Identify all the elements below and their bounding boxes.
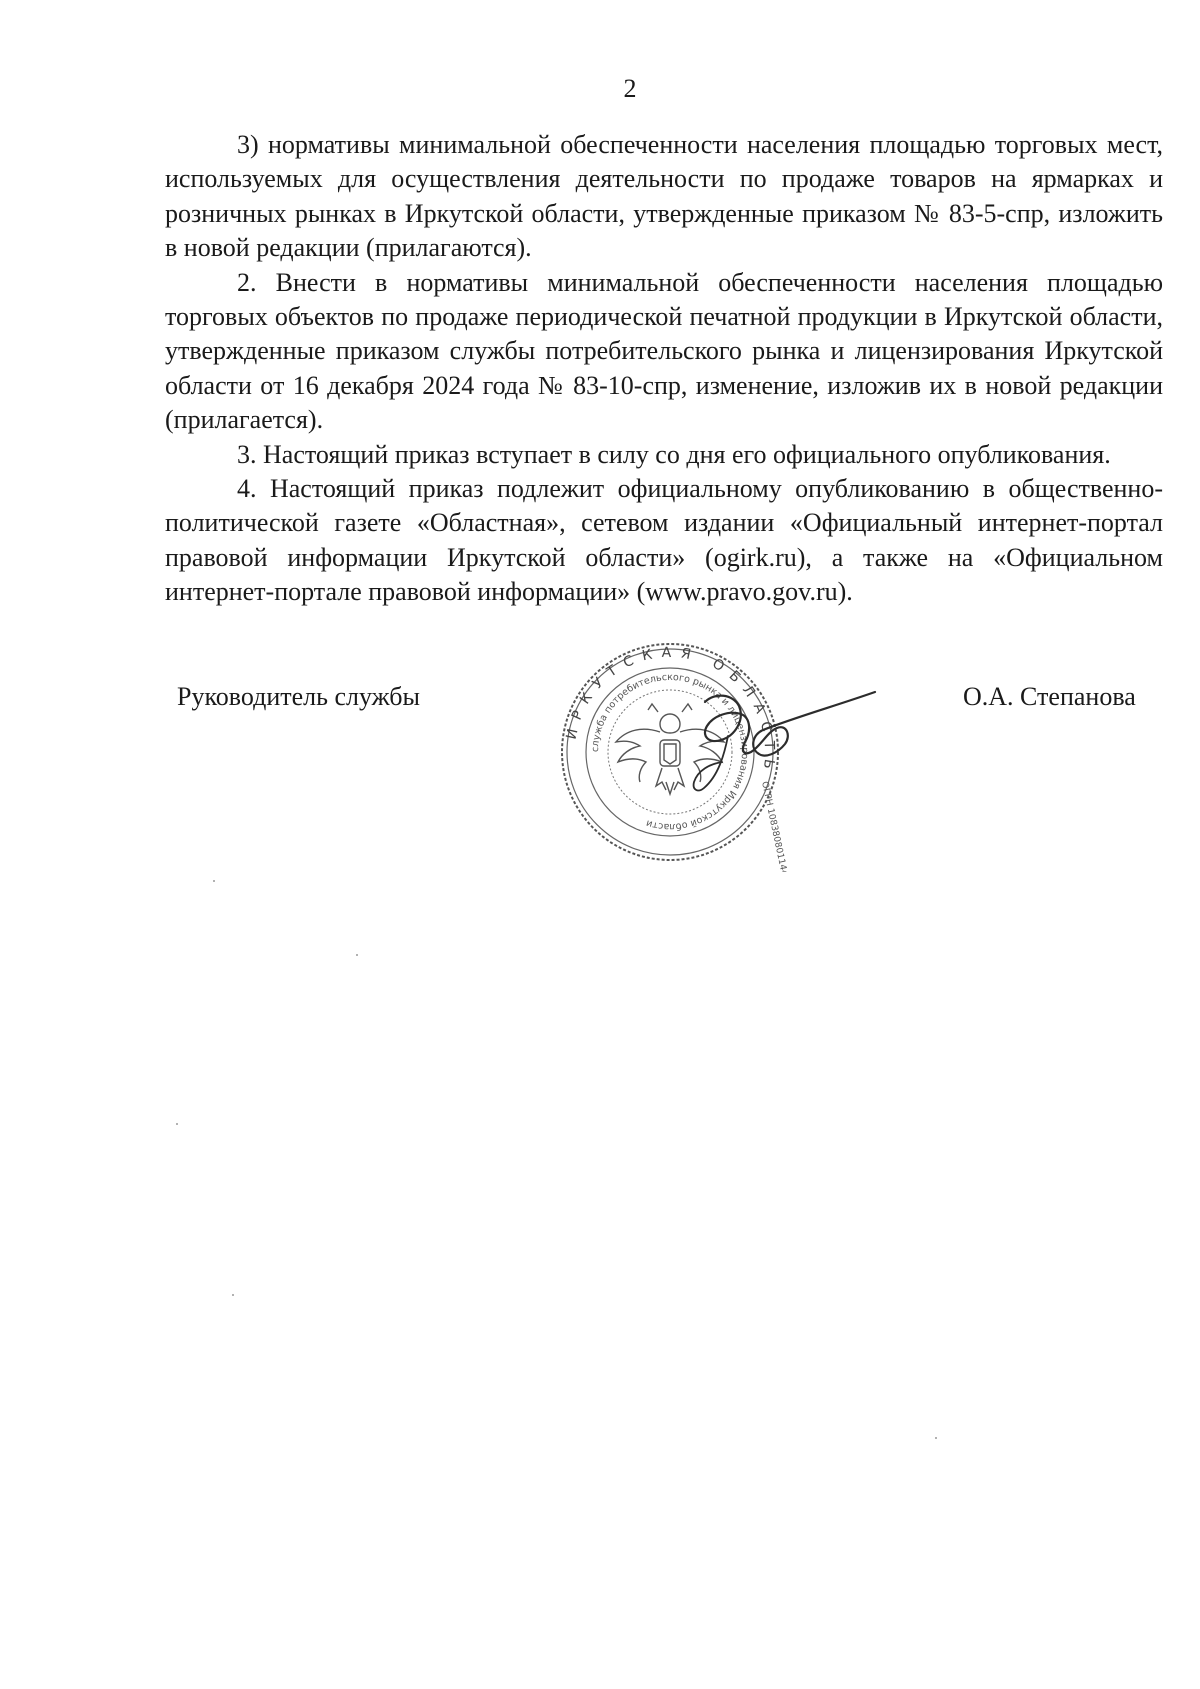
scan-speck [176, 1123, 178, 1125]
page-number [0, 74, 1200, 104]
scan-speck [935, 1437, 937, 1439]
stamp-outer-text: ИРКУТСКАЯ ОБЛАСТЬ [563, 644, 778, 779]
stamp-inner-text: служба потребительского рынка и лицензирования Иркутской области [589, 671, 751, 833]
signatory-role: Руководитель службы [177, 682, 420, 711]
scan-speck [213, 880, 215, 882]
signatory-name: О.А. Степанова [963, 682, 1136, 711]
official-stamp [530, 632, 910, 872]
paragraph-entry-into-force: 3. Настоящий приказ вступает в силу со дня его официального опубликования. [237, 439, 1111, 469]
document-body [165, 128, 1163, 610]
paragraph-item-3-norms: 3) нормативы минимальной обеспеченности населения площадью торговых мест, используемых для осуществления деятельности по продаже товаров на ярмарках и розничных рынках в Иркутской области, утвержденные приказом № 83-5-спр, изложить в новой редакции (прилагаются). [165, 130, 1163, 263]
paragraph-amend-press-norms: 2. Внести в нормативы минимальной обеспеченности населения площадью торговых объектов по продаже периодической печатной продукции в Иркутской области, утвержденные приказом службы потребительского рынка и лицензирования Иркутской области от 16 декабря 2024 года № 83-10-спр, изменение, изложив их в новой редакции (прилагается). [165, 267, 1163, 435]
stamp-ogrn-text: ОГРН 1083808011441 [759, 780, 791, 872]
handwritten-signature [530, 632, 910, 872]
paragraph-publication: 4. Настоящий приказ подлежит официальному опубликованию в общественно-политической газете «Областная», сетевом издании «Официальный интернет-портал правовой информации Иркутской области» (ogirk.ru), а также на «Официальном интернет-портале правовой информации» (www.pravo.gov.ru). [165, 474, 1163, 607]
page-number-text: 2 [623, 74, 637, 103]
scan-speck [356, 954, 358, 956]
scan-speck [232, 1294, 234, 1296]
